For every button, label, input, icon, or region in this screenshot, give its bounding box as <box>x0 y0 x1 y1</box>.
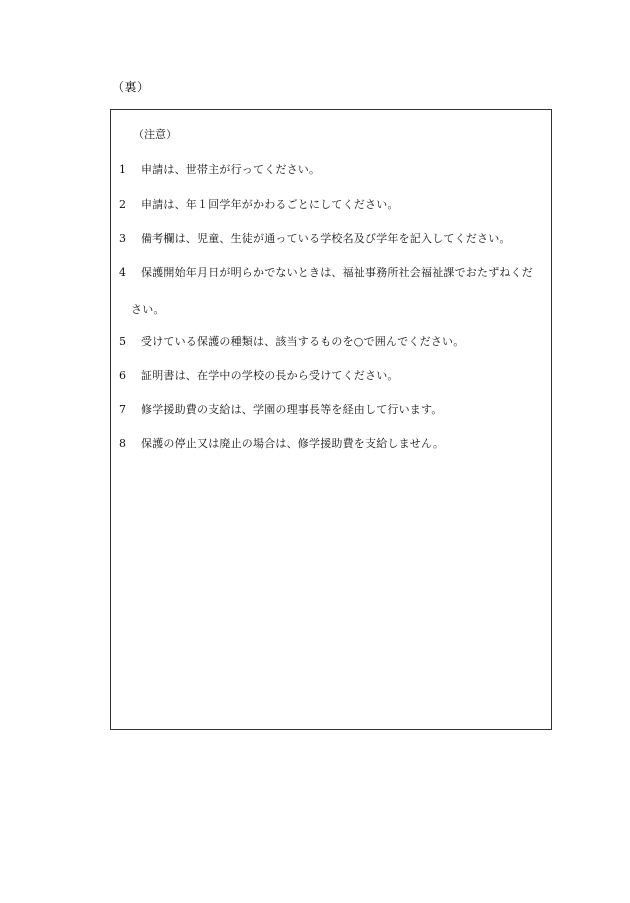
notice-item-continuation: さい。 <box>131 303 165 316</box>
notice-item-number: 6 <box>119 369 127 382</box>
notice-item-number: 7 <box>119 403 127 416</box>
notice-item-5 <box>119 333 464 349</box>
notice-item-text: 申請は、世帯主が行ってください。 <box>141 163 321 176</box>
notice-item-text: 修学援助費の支給は、学園の理事長等を経由して行います。 <box>141 403 443 416</box>
notice-box <box>110 109 552 730</box>
notice-item-2 <box>119 196 399 212</box>
notice-item-number: 1 <box>119 163 127 176</box>
side-label: （裏） <box>112 80 150 94</box>
notice-item-number: 5 <box>119 335 127 348</box>
notice-item-8 <box>119 435 444 451</box>
notice-item-3 <box>119 230 511 246</box>
notice-item-4 <box>119 264 533 317</box>
notice-item-text: 受けている保護の種類は、該当するものを○で囲んでください。 <box>141 335 465 348</box>
notice-item-number: 4 <box>119 266 127 279</box>
notice-item-6 <box>119 367 399 383</box>
notice-item-1 <box>119 161 320 177</box>
notice-item-text: 保護の停止又は廃止の場合は、修学援助費を支給しません。 <box>141 437 445 450</box>
notice-item-number: 3 <box>119 232 127 245</box>
notice-item-text: 保護開始年月日が明らかでないときは、福祉事務所社会福祉課でおたずねくだ <box>141 266 533 279</box>
notice-item-number: 2 <box>119 198 127 211</box>
notice-item-text: 証明書は、在学中の学校の長から受けてください。 <box>141 369 399 382</box>
notice-item-text: 申請は、年１回学年がかわるごとにしてください。 <box>141 198 399 211</box>
notice-item-7 <box>119 401 443 417</box>
notice-item-number: 8 <box>119 437 127 450</box>
notice-heading: （注意） <box>133 128 177 141</box>
notice-item-text: 備考欄は、児童、生徒が通っている学校名及び学年を記入してください。 <box>141 232 511 245</box>
